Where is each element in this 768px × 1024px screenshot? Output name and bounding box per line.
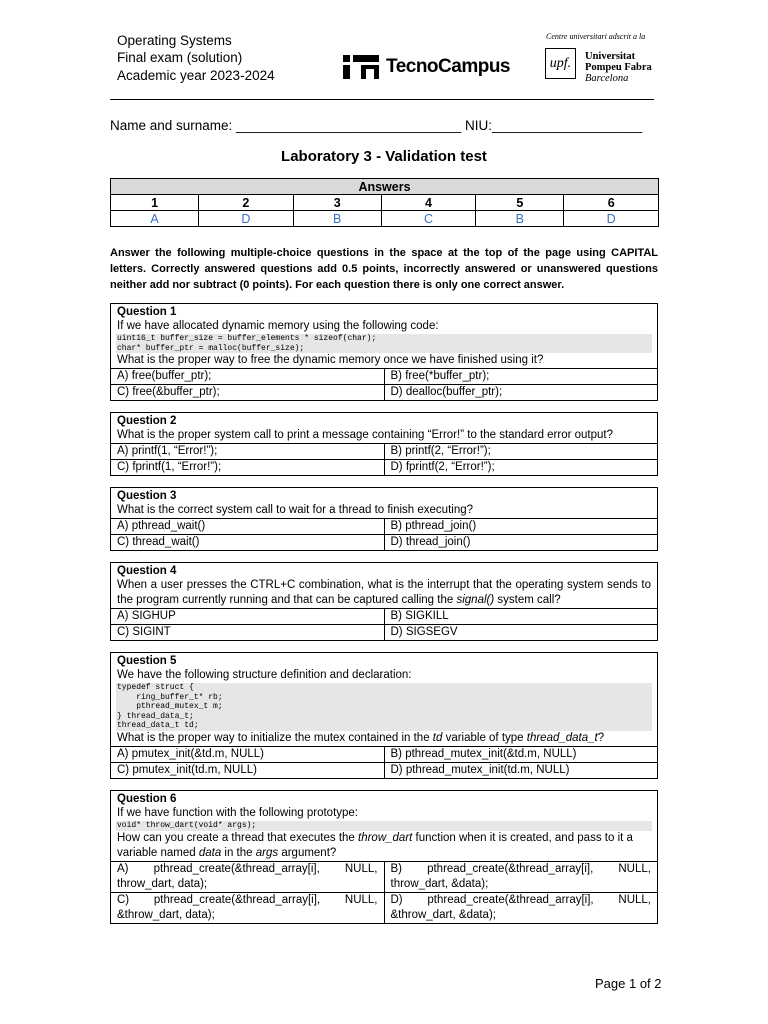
question-text: If we have allocated dynamic memory using the following code: bbox=[117, 320, 439, 332]
option-c: C) thread_wait() bbox=[111, 535, 384, 551]
upf-logo-name: Universitat Pompeu Fabra Barcelona bbox=[585, 51, 652, 84]
option-b: B) pthread_join() bbox=[384, 519, 657, 535]
option-a: A) printf(1, “Error!”); bbox=[111, 444, 384, 460]
option-c: C) fprintf(1, “Error!”); bbox=[111, 460, 384, 476]
question-text: What is the proper system call to print a message containing “Error!” to the standard error output? bbox=[117, 429, 614, 441]
page-title: Laboratory 3 - Validation test bbox=[281, 148, 487, 165]
question-text: How can you create a thread that executes the throw_dart function when it is created, and pass to it a variable named data in the args argument? bbox=[117, 831, 633, 859]
question-label: Question 4 bbox=[117, 565, 177, 577]
option-b: B) pthread_create(&thread_array[i], NULL, throw_dart, &data); bbox=[384, 861, 657, 892]
question-label: Question 6 bbox=[117, 793, 177, 805]
question-label: Question 3 bbox=[117, 490, 177, 502]
question-text: What is the proper way to initialize the mutex contained in the td variable of type thread_data_t? bbox=[117, 731, 605, 744]
answer-cell: B bbox=[476, 211, 564, 227]
option-b: B) free(*buffer_ptr); bbox=[384, 369, 657, 385]
question-label: Question 5 bbox=[117, 655, 177, 667]
code-snippet: uint16_t buffer_size = buffer_elements * sizeof(char); char* buffer_ptr = malloc(buffer_size); bbox=[116, 334, 652, 353]
option-a: A) pthread_wait() bbox=[111, 519, 384, 535]
upf-caption: Centre universitari adscrit a la bbox=[546, 32, 646, 41]
question-label: Question 1 bbox=[117, 306, 177, 318]
question-5 bbox=[110, 652, 658, 779]
option-a: A) free(buffer_ptr); bbox=[111, 369, 384, 385]
answers-number-row: 1 2 3 4 5 6 bbox=[111, 195, 659, 211]
option-d: D) dealloc(buffer_ptr); bbox=[384, 385, 657, 401]
option-a: A) pmutex_init(&td.m, NULL) bbox=[111, 746, 384, 762]
option-d: D) fprintf(2, “Error!”); bbox=[384, 460, 657, 476]
question-text: When a user presses the CTRL+C combination, what is the interrupt that the operating system sends to the program currently running and that can be captured calling the signal() system call? bbox=[117, 579, 651, 606]
tecnocampus-logo bbox=[343, 54, 510, 80]
option-d: D) SIGSEGV bbox=[384, 625, 657, 641]
instructions: Answer the following multiple-choice questions in the space at the top of the page using CAPITAL letters. Correctly answered questions add 0.5 points, incorrectly answered or unanswered questions neither add nor subtract (0 points). For each question there is only one correct answer. bbox=[110, 247, 658, 291]
option-c: C) SIGINT bbox=[111, 625, 384, 641]
question-text: If we have function with the following prototype: bbox=[117, 807, 359, 819]
answers-table bbox=[110, 178, 659, 227]
code-snippet: void* throw_dart(void* args); bbox=[116, 821, 652, 831]
answer-cell: D bbox=[199, 211, 294, 227]
answer-cell: A bbox=[111, 211, 199, 227]
option-c: C) free(&buffer_ptr); bbox=[111, 385, 384, 401]
option-c: C) pthread_create(&thread_array[i], NULL, &throw_dart, data); bbox=[111, 892, 384, 923]
header-year: Academic year 2023-2024 bbox=[117, 68, 275, 83]
code-snippet: typedef struct { ring_buffer_t* rb; pthread_mutex_t m; } thread_data_t; thread_data_t td; bbox=[116, 683, 652, 731]
question-text: We have the following structure definition and declaration: bbox=[117, 669, 412, 681]
option-d: D) thread_join() bbox=[384, 535, 657, 551]
question-3 bbox=[110, 487, 658, 551]
question-label: Question 2 bbox=[117, 415, 177, 427]
question-6 bbox=[110, 790, 658, 924]
option-a: A) SIGHUP bbox=[111, 609, 384, 625]
page-number: Page 1 of 2 bbox=[595, 976, 662, 991]
name-niu-line: Name and surname: ______________________________ NIU:____________________ bbox=[110, 118, 643, 133]
question-4 bbox=[110, 562, 658, 641]
tecnocampus-logo-mark bbox=[343, 55, 379, 79]
question-text: What is the proper way to free the dynamic memory once we have finished using it? bbox=[117, 354, 544, 366]
option-c: C) pmutex_init(td.m, NULL) bbox=[111, 762, 384, 778]
tecnocampus-logo-text: TecnoCampus bbox=[386, 56, 511, 77]
question-2 bbox=[110, 412, 658, 476]
option-d: D) pthread_create(&thread_array[i], NULL, &throw_dart, &data); bbox=[384, 892, 657, 923]
answer-cell: B bbox=[293, 211, 381, 227]
answers-header: Answers bbox=[111, 179, 659, 195]
question-text: What is the correct system call to wait for a thread to finish executing? bbox=[117, 504, 474, 516]
upf-logo-mark: upf. bbox=[545, 48, 576, 79]
answers-letter-row bbox=[111, 211, 659, 227]
option-b: B) pthread_mutex_init(&td.m, NULL) bbox=[384, 746, 657, 762]
option-a: A) pthread_create(&thread_array[i], NULL, throw_dart, data); bbox=[111, 861, 384, 892]
answer-cell: C bbox=[381, 211, 476, 227]
question-1 bbox=[110, 303, 658, 401]
option-b: B) SIGKILL bbox=[384, 609, 657, 625]
option-b: B) printf(2, “Error!”); bbox=[384, 444, 657, 460]
header-exam: Final exam (solution) bbox=[117, 50, 243, 65]
header-divider bbox=[110, 99, 654, 100]
header-course: Operating Systems bbox=[117, 33, 232, 48]
option-d: D) pthread_mutex_init(td.m, NULL) bbox=[384, 762, 657, 778]
answer-cell: D bbox=[564, 211, 659, 227]
